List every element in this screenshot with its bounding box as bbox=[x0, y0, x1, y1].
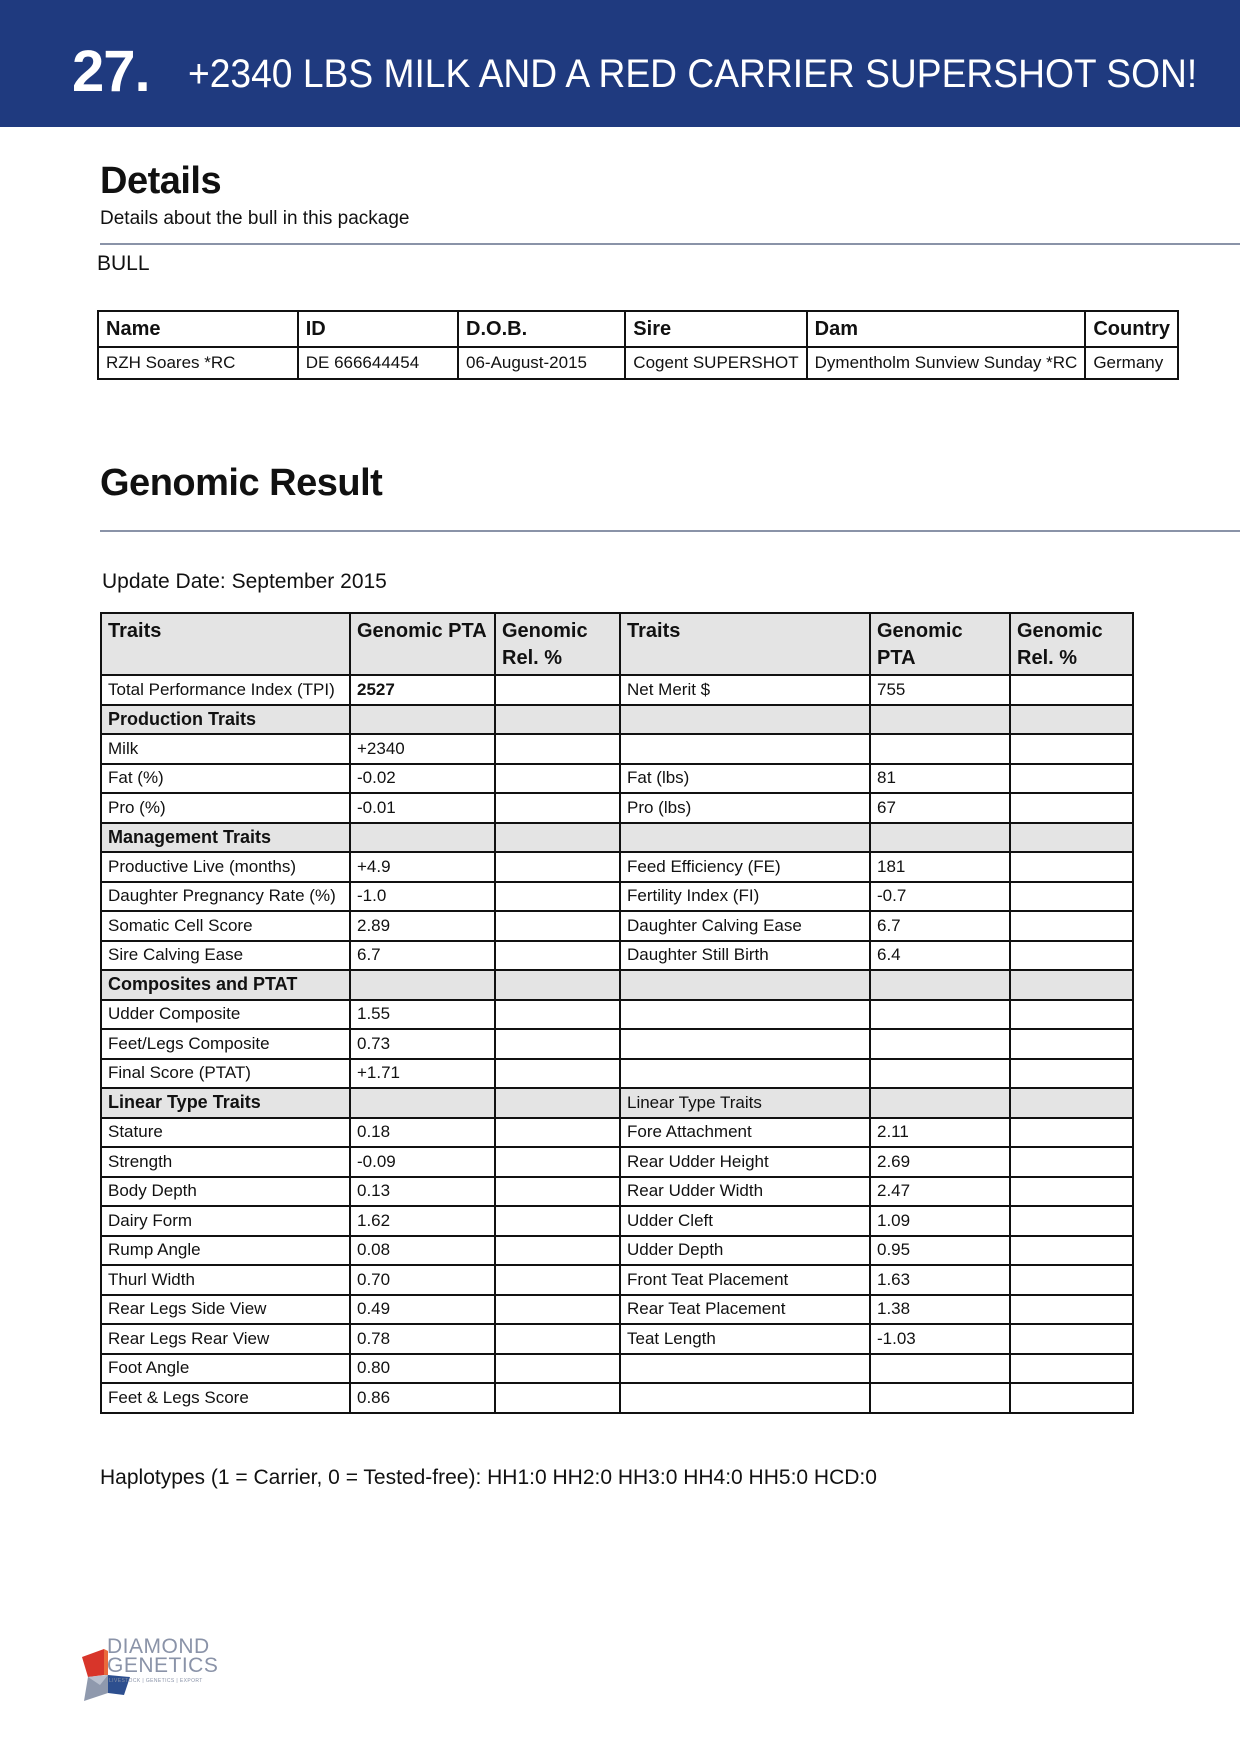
cell-rel-right bbox=[1010, 734, 1133, 764]
cell-pta bbox=[350, 823, 495, 853]
cell-trait: Pro (%) bbox=[101, 793, 350, 823]
header-traits-right: Traits bbox=[620, 613, 870, 675]
table-row bbox=[101, 1118, 1133, 1148]
cell-trait-right bbox=[620, 1354, 870, 1384]
bull-header-id: ID bbox=[298, 311, 458, 347]
cell-trait-right: Daughter Still Birth bbox=[620, 941, 870, 971]
cell-trait: Body Depth bbox=[101, 1177, 350, 1207]
bull-table bbox=[97, 310, 1179, 380]
bull-label: BULL bbox=[97, 252, 150, 275]
cell-rel-right bbox=[1010, 793, 1133, 823]
table-row bbox=[101, 1324, 1133, 1354]
cell-trait-right bbox=[620, 705, 870, 735]
table-row bbox=[101, 1147, 1133, 1177]
cell-trait-right: Feed Efficiency (FE) bbox=[620, 852, 870, 882]
cell-pta-right: 2.11 bbox=[870, 1118, 1010, 1148]
cell-trait-right bbox=[620, 970, 870, 1000]
cell-rel bbox=[495, 1000, 620, 1030]
cell-pta-right bbox=[870, 1000, 1010, 1030]
cell-pta-right: 6.4 bbox=[870, 941, 1010, 971]
cell-pta: 0.49 bbox=[350, 1295, 495, 1325]
cell-rel bbox=[495, 1177, 620, 1207]
cell-rel bbox=[495, 734, 620, 764]
cell-trait-right: Front Teat Placement bbox=[620, 1265, 870, 1295]
package-number: 27. bbox=[72, 39, 150, 104]
bull-id: DE 666644454 bbox=[298, 347, 458, 379]
cell-trait: Rear Legs Side View bbox=[101, 1295, 350, 1325]
cell-rel bbox=[495, 1059, 620, 1089]
cell-trait: Udder Composite bbox=[101, 1000, 350, 1030]
bull-header-name: Name bbox=[98, 311, 298, 347]
cell-pta-right: -0.7 bbox=[870, 882, 1010, 912]
table-row bbox=[101, 675, 1133, 705]
cell-trait: Feet/Legs Composite bbox=[101, 1029, 350, 1059]
cell-trait-right: Net Merit $ bbox=[620, 675, 870, 705]
section-row bbox=[101, 970, 1133, 1000]
genomic-table bbox=[100, 612, 1134, 1414]
bull-table-row bbox=[98, 347, 1178, 379]
cell-trait-right: Rear Udder Height bbox=[620, 1147, 870, 1177]
cell-pta-right: 1.38 bbox=[870, 1295, 1010, 1325]
cell-pta: 0.80 bbox=[350, 1354, 495, 1384]
cell-pta-right bbox=[870, 1029, 1010, 1059]
cell-pta-right: 1.09 bbox=[870, 1206, 1010, 1236]
cell-rel-right bbox=[1010, 1236, 1133, 1266]
cell-pta-right bbox=[870, 823, 1010, 853]
cell-rel bbox=[495, 941, 620, 971]
cell-pta-right: 67 bbox=[870, 793, 1010, 823]
cell-rel bbox=[495, 1118, 620, 1148]
table-row bbox=[101, 882, 1133, 912]
section-row bbox=[101, 705, 1133, 735]
bull-header-dam: Dam bbox=[807, 311, 1086, 347]
cell-rel-right bbox=[1010, 1177, 1133, 1207]
table-row bbox=[101, 764, 1133, 794]
cell-trait-right: Fore Attachment bbox=[620, 1118, 870, 1148]
bull-dam: Dymentholm Sunview Sunday *RC bbox=[807, 347, 1086, 379]
cell-trait: Strength bbox=[101, 1147, 350, 1177]
cell-rel bbox=[495, 1354, 620, 1384]
table-row bbox=[101, 911, 1133, 941]
cell-rel bbox=[495, 675, 620, 705]
cell-trait: Somatic Cell Score bbox=[101, 911, 350, 941]
cell-rel-right bbox=[1010, 823, 1133, 853]
table-row bbox=[101, 1265, 1133, 1295]
cell-trait: Daughter Pregnancy Rate (%) bbox=[101, 882, 350, 912]
cell-trait: Productive Live (months) bbox=[101, 852, 350, 882]
cell-pta: +4.9 bbox=[350, 852, 495, 882]
section-row bbox=[101, 823, 1133, 853]
cell-trait-right bbox=[620, 1029, 870, 1059]
cell-trait: Thurl Width bbox=[101, 1265, 350, 1295]
cell-pta: 1.55 bbox=[350, 1000, 495, 1030]
cell-pta: 1.62 bbox=[350, 1206, 495, 1236]
cell-trait-right: Fat (lbs) bbox=[620, 764, 870, 794]
cell-trait-right bbox=[620, 1000, 870, 1030]
cell-rel bbox=[495, 852, 620, 882]
header-genomic-rel-right: Genomic Rel. % bbox=[1010, 613, 1133, 675]
cell-rel-right bbox=[1010, 970, 1133, 1000]
cell-trait-right: Daughter Calving Ease bbox=[620, 911, 870, 941]
cell-pta-right: 0.95 bbox=[870, 1236, 1010, 1266]
cell-pta-right bbox=[870, 1088, 1010, 1118]
cell-pta: 0.08 bbox=[350, 1236, 495, 1266]
genomic-heading: Genomic Result bbox=[100, 462, 383, 504]
cell-rel bbox=[495, 1206, 620, 1236]
cell-rel-right bbox=[1010, 911, 1133, 941]
cell-pta-right bbox=[870, 705, 1010, 735]
header-genomic-pta: Genomic PTA bbox=[350, 613, 495, 675]
table-row bbox=[101, 1029, 1133, 1059]
details-divider bbox=[100, 243, 1240, 245]
bull-header-country: Country bbox=[1085, 311, 1178, 347]
cell-rel bbox=[495, 1029, 620, 1059]
logo-line2: GENETICS bbox=[107, 1654, 219, 1677]
table-row bbox=[101, 941, 1133, 971]
cell-rel bbox=[495, 1088, 620, 1118]
cell-pta-right: 1.63 bbox=[870, 1265, 1010, 1295]
table-row bbox=[101, 852, 1133, 882]
cell-pta-right: 2.47 bbox=[870, 1177, 1010, 1207]
table-row bbox=[101, 793, 1133, 823]
cell-rel bbox=[495, 1236, 620, 1266]
cell-rel bbox=[495, 1265, 620, 1295]
package-title: +2340 LBS MILK AND A RED CARRIER SUPERSHOT SON! bbox=[188, 52, 1198, 96]
cell-rel-right bbox=[1010, 1206, 1133, 1236]
cell-trait: Linear Type Traits bbox=[101, 1088, 350, 1118]
table-row bbox=[101, 734, 1133, 764]
haplotypes-note: Haplotypes (1 = Carrier, 0 = Tested-free): HH1:0 HH2:0 HH3:0 HH4:0 HH5:0 HCD:0 bbox=[100, 1466, 877, 1489]
bull-header-sire: Sire bbox=[625, 311, 806, 347]
cell-trait: Production Traits bbox=[101, 705, 350, 735]
cell-rel bbox=[495, 1383, 620, 1413]
cell-rel bbox=[495, 823, 620, 853]
cell-pta: 0.13 bbox=[350, 1177, 495, 1207]
cell-trait-right bbox=[620, 734, 870, 764]
cell-rel bbox=[495, 764, 620, 794]
cell-trait-right: Rear Teat Placement bbox=[620, 1295, 870, 1325]
section-row bbox=[101, 1088, 1133, 1118]
cell-rel-right bbox=[1010, 1118, 1133, 1148]
cell-pta-right: -1.03 bbox=[870, 1324, 1010, 1354]
cell-trait-right bbox=[620, 1383, 870, 1413]
cell-rel-right bbox=[1010, 882, 1133, 912]
table-row bbox=[101, 1236, 1133, 1266]
cell-rel bbox=[495, 1295, 620, 1325]
cell-trait-right bbox=[620, 1059, 870, 1089]
cell-pta-right bbox=[870, 1383, 1010, 1413]
cell-rel-right bbox=[1010, 705, 1133, 735]
table-row bbox=[101, 1383, 1133, 1413]
table-row bbox=[101, 1000, 1133, 1030]
cell-pta: 0.78 bbox=[350, 1324, 495, 1354]
cell-trait-right: Udder Cleft bbox=[620, 1206, 870, 1236]
cell-pta bbox=[350, 970, 495, 1000]
table-row bbox=[101, 1177, 1133, 1207]
cell-rel-right bbox=[1010, 1324, 1133, 1354]
cell-pta-right bbox=[870, 970, 1010, 1000]
cell-trait: Fat (%) bbox=[101, 764, 350, 794]
cell-pta bbox=[350, 705, 495, 735]
cell-rel bbox=[495, 705, 620, 735]
cell-trait: Dairy Form bbox=[101, 1206, 350, 1236]
bull-header-dob: D.O.B. bbox=[458, 311, 625, 347]
table-row bbox=[101, 1206, 1133, 1236]
cell-trait: Composites and PTAT bbox=[101, 970, 350, 1000]
cell-rel-right bbox=[1010, 1147, 1133, 1177]
cell-trait: Stature bbox=[101, 1118, 350, 1148]
cell-rel-right bbox=[1010, 852, 1133, 882]
cell-pta: -0.01 bbox=[350, 793, 495, 823]
cell-pta-right: 6.7 bbox=[870, 911, 1010, 941]
cell-pta-right: 181 bbox=[870, 852, 1010, 882]
bull-table-header bbox=[98, 311, 1178, 347]
cell-rel-right bbox=[1010, 1265, 1133, 1295]
cell-rel bbox=[495, 911, 620, 941]
logo-tagline: LIVESTOCK | GENETICS | EXPORT bbox=[109, 1678, 203, 1684]
cell-pta: 2527 bbox=[350, 675, 495, 705]
cell-trait: Feet & Legs Score bbox=[101, 1383, 350, 1413]
genomic-table-header bbox=[101, 613, 1133, 675]
cell-trait: Sire Calving Ease bbox=[101, 941, 350, 971]
cell-rel bbox=[495, 882, 620, 912]
cell-rel bbox=[495, 1147, 620, 1177]
cell-rel-right bbox=[1010, 1000, 1133, 1030]
cell-pta: -0.09 bbox=[350, 1147, 495, 1177]
cell-pta-right: 81 bbox=[870, 764, 1010, 794]
update-date: Update Date: September 2015 bbox=[102, 570, 387, 593]
cell-trait-right: Teat Length bbox=[620, 1324, 870, 1354]
cell-pta: -0.02 bbox=[350, 764, 495, 794]
bull-sire: Cogent SUPERSHOT bbox=[625, 347, 806, 379]
cell-rel-right bbox=[1010, 1029, 1133, 1059]
cell-trait: Final Score (PTAT) bbox=[101, 1059, 350, 1089]
cell-pta-right bbox=[870, 1354, 1010, 1384]
cell-pta-right bbox=[870, 1059, 1010, 1089]
cell-rel-right bbox=[1010, 1383, 1133, 1413]
table-row bbox=[101, 1295, 1133, 1325]
cell-trait-right bbox=[620, 823, 870, 853]
cell-pta bbox=[350, 1088, 495, 1118]
cell-pta: 6.7 bbox=[350, 941, 495, 971]
cell-pta: 0.86 bbox=[350, 1383, 495, 1413]
bull-dob: 06-August-2015 bbox=[458, 347, 625, 379]
cell-trait-right: Pro (lbs) bbox=[620, 793, 870, 823]
diamond-genetics-logo bbox=[80, 1635, 220, 1707]
genomic-divider bbox=[100, 530, 1240, 532]
cell-trait: Rear Legs Rear View bbox=[101, 1324, 350, 1354]
table-row bbox=[101, 1059, 1133, 1089]
cell-trait: Foot Angle bbox=[101, 1354, 350, 1384]
cell-pta: -1.0 bbox=[350, 882, 495, 912]
header-traits: Traits bbox=[101, 613, 350, 675]
header-genomic-rel: Genomic Rel. % bbox=[495, 613, 620, 675]
cell-rel-right bbox=[1010, 941, 1133, 971]
cell-trait-right: Rear Udder Width bbox=[620, 1177, 870, 1207]
cell-rel bbox=[495, 1324, 620, 1354]
cell-pta: 2.89 bbox=[350, 911, 495, 941]
cell-rel-right bbox=[1010, 1059, 1133, 1089]
cell-pta: +1.71 bbox=[350, 1059, 495, 1089]
cell-trait: Rump Angle bbox=[101, 1236, 350, 1266]
cell-rel-right bbox=[1010, 1295, 1133, 1325]
cell-trait-right: Fertility Index (FI) bbox=[620, 882, 870, 912]
page-banner bbox=[0, 0, 1240, 127]
cell-pta: 0.70 bbox=[350, 1265, 495, 1295]
details-heading: Details bbox=[100, 160, 222, 202]
cell-rel-right bbox=[1010, 764, 1133, 794]
bull-name: RZH Soares *RC bbox=[98, 347, 298, 379]
cell-trait: Milk bbox=[101, 734, 350, 764]
cell-pta-right: 2.69 bbox=[870, 1147, 1010, 1177]
cell-trait: Management Traits bbox=[101, 823, 350, 853]
header-genomic-pta-right: Genomic PTA bbox=[870, 613, 1010, 675]
cell-pta-right: 755 bbox=[870, 675, 1010, 705]
cell-rel-right bbox=[1010, 1088, 1133, 1118]
cell-pta: 0.73 bbox=[350, 1029, 495, 1059]
cell-pta: 0.18 bbox=[350, 1118, 495, 1148]
details-subheading: Details about the bull in this package bbox=[100, 208, 410, 229]
cell-rel-right bbox=[1010, 675, 1133, 705]
cell-rel bbox=[495, 970, 620, 1000]
cell-trait-right: Udder Depth bbox=[620, 1236, 870, 1266]
cell-rel-right bbox=[1010, 1354, 1133, 1384]
cell-pta: +2340 bbox=[350, 734, 495, 764]
bull-country: Germany bbox=[1085, 347, 1178, 379]
table-row bbox=[101, 1354, 1133, 1384]
cell-trait-right: Linear Type Traits bbox=[620, 1088, 870, 1118]
logo-line1: DIAMOND bbox=[107, 1635, 210, 1658]
cell-trait: Total Performance Index (TPI) bbox=[101, 675, 350, 705]
cell-rel bbox=[495, 793, 620, 823]
cell-pta-right bbox=[870, 734, 1010, 764]
